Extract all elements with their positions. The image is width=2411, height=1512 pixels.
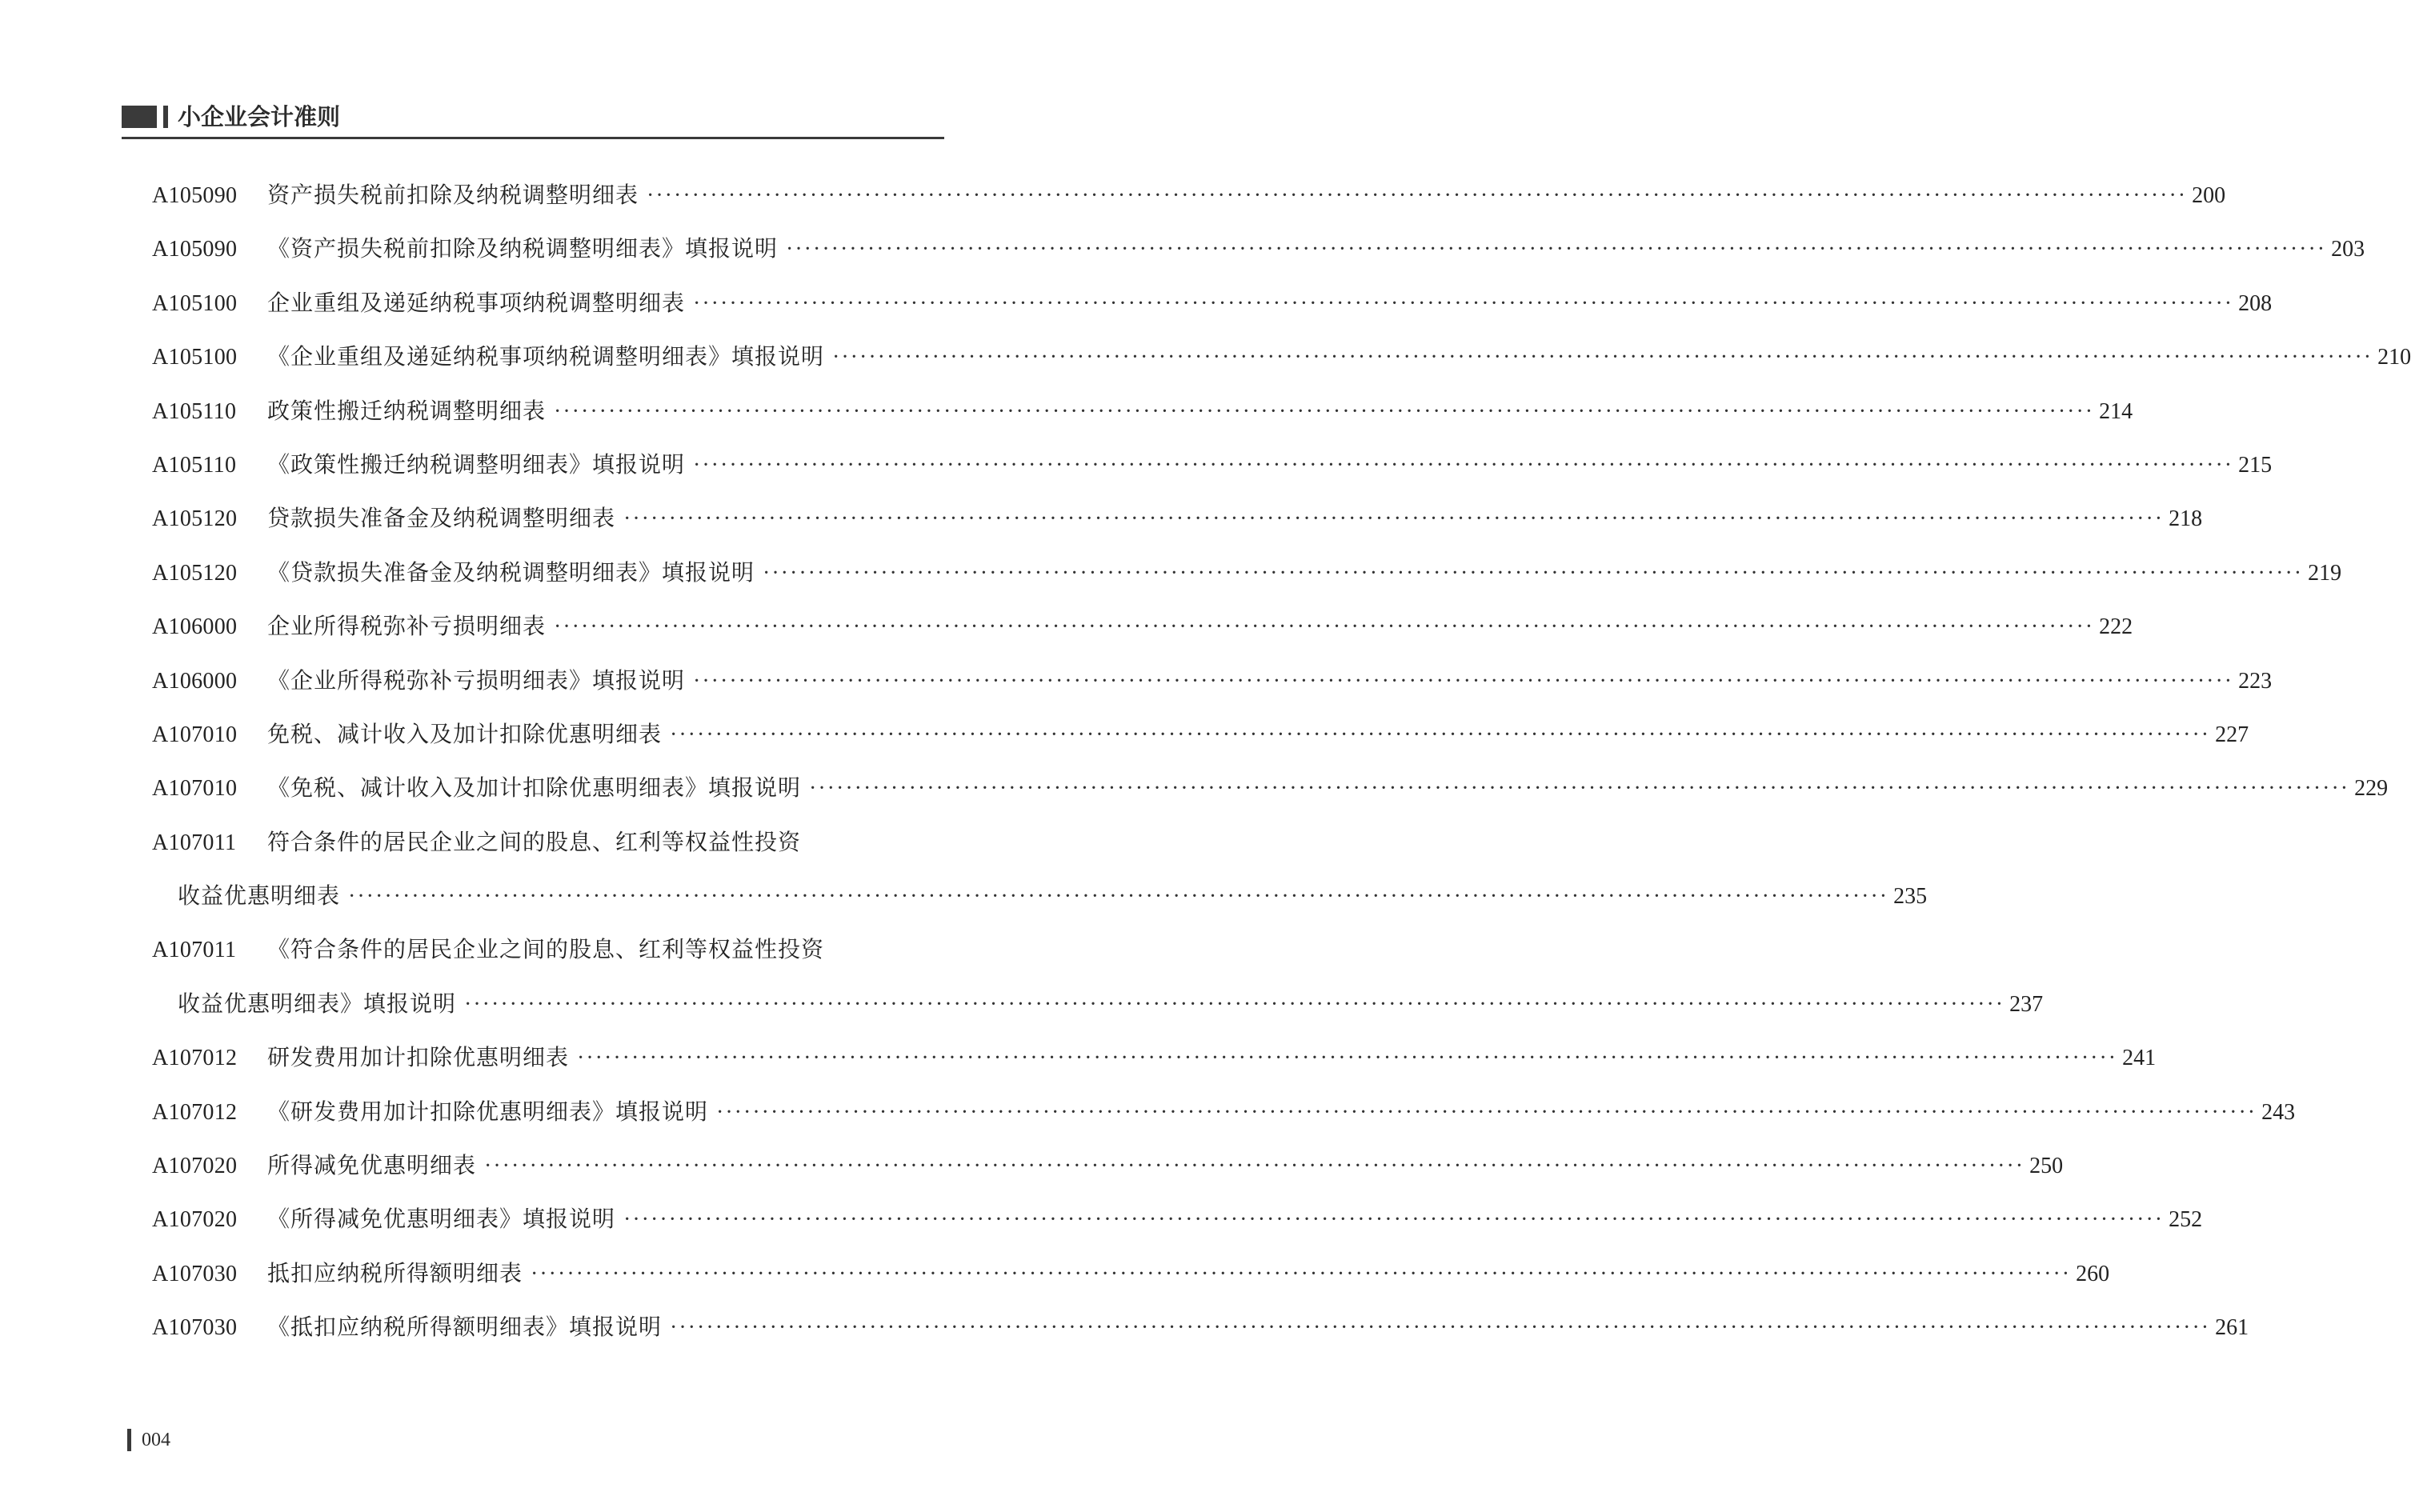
toc-leader-dots	[693, 654, 2233, 708]
toc-leader-dots	[623, 1193, 2164, 1246]
toc-entry-title: 贷款损失准备金及纳税调整明细表	[267, 505, 616, 532]
toc-entry-code: A107030	[152, 1315, 238, 1341]
toc-leader-dots	[577, 1031, 2117, 1085]
toc-entry-line	[152, 761, 2389, 814]
toc-entry-title: 《企业重组及递延纳税事项纳税调整明细表》填报说明	[267, 343, 825, 370]
toc-entry[interactable]	[152, 654, 2273, 707]
toc-entry-code: A107010	[152, 776, 238, 802]
toc-entry[interactable]	[152, 491, 2203, 545]
toc-entry[interactable]	[152, 599, 2133, 653]
toc-entry[interactable]	[152, 922, 2044, 1030]
toc-entry-title-continued: 收益优惠明细表	[178, 882, 341, 910]
toc-entry-code: A107011	[152, 938, 237, 963]
toc-entry-line	[152, 222, 2365, 275]
toc-leader-dots	[763, 546, 2303, 600]
toc-entry-line	[152, 384, 2133, 438]
toc-entry[interactable]	[152, 1192, 2203, 1246]
toc-entry-title: 政策性搬迁纳税调整明细表	[267, 397, 547, 424]
toc-entry-page: 218	[2169, 506, 2203, 532]
toc-leader-dots	[554, 600, 2094, 654]
toc-entry-code: A107012	[152, 1099, 238, 1125]
toc-leader-dots	[531, 1247, 2071, 1301]
footer-bar-mark	[127, 1429, 131, 1451]
header-rule	[122, 137, 944, 139]
toc-entry-title: 企业所得税弥补亏损明细表	[267, 613, 547, 640]
page-number: 004	[142, 1430, 170, 1450]
toc-entry-line	[152, 707, 2249, 761]
toc-entry[interactable]	[152, 384, 2133, 438]
toc-entry-title: 资产损失税前扣除及纳税调整明细表	[267, 182, 639, 208]
toc-leader-dots	[348, 870, 1888, 923]
header-bar-mark	[163, 106, 168, 128]
toc-entry[interactable]	[152, 1300, 2249, 1354]
toc-leader-dots	[832, 330, 2373, 384]
toc-leader-dots	[464, 978, 2004, 1031]
toc-entry-title: 免税、减计收入及加计扣除优惠明细表	[267, 720, 663, 747]
toc-entry-page: 210	[2377, 345, 2411, 370]
toc-entry-title: 《研发费用加计扣除优惠明细表》填报说明	[267, 1098, 709, 1125]
toc-entry-code: A107010	[152, 722, 238, 747]
toc-entry-page: 215	[2238, 452, 2273, 478]
toc-entry-title: 抵扣应纳税所得额明细表	[267, 1259, 523, 1286]
toc-entry-title: 《资产损失税前扣除及纳税调整明细表》填报说明	[267, 235, 779, 262]
toc-leader-dots	[693, 438, 2233, 492]
toc-entry-line	[152, 599, 2133, 653]
toc-entry-title: 符合条件的居民企业之间的股息、红利等权益性投资	[267, 828, 802, 855]
toc-entry[interactable]	[152, 330, 2411, 383]
toc-entry-title: 《抵扣应纳税所得额明细表》填报说明	[267, 1314, 663, 1341]
toc-entry-page: 208	[2238, 290, 2273, 316]
toc-entry-code: A105110	[152, 398, 237, 424]
toc-entry-page: 227	[2215, 722, 2249, 747]
toc-entry[interactable]	[152, 1085, 2296, 1138]
toc-entry-line	[152, 546, 2342, 599]
toc-entry-line	[152, 815, 909, 869]
toc-entry-title: 《免税、减计收入及加计扣除优惠明细表》填报说明	[267, 774, 802, 802]
toc-entry-page: 261	[2215, 1315, 2249, 1341]
toc-entry-line-continued	[152, 869, 1928, 922]
toc-entry-page: 219	[2308, 560, 2342, 586]
running-header-title: 小企业会计准则	[178, 103, 341, 130]
toc-entry-page: 235	[1893, 884, 1928, 910]
toc-entry-title: 《政策性搬迁纳税调整明细表》填报说明	[267, 450, 686, 478]
toc-entry-page: 222	[2099, 614, 2133, 640]
toc-entry-line	[152, 1300, 2249, 1354]
toc-entry-line	[152, 1192, 2203, 1246]
toc-entry-page: 237	[2009, 991, 2044, 1017]
toc-entry-title: 《贷款损失准备金及纳税调整明细表》填报说明	[267, 558, 755, 586]
toc-entry[interactable]	[152, 815, 1928, 923]
toc-entry-title: 企业重组及递延纳税事项纳税调整明细表	[267, 289, 686, 316]
toc-entry-code: A106000	[152, 614, 238, 640]
running-header	[122, 102, 944, 139]
toc-entry-code: A106000	[152, 668, 238, 694]
toc-entry[interactable]	[152, 1138, 2064, 1192]
toc-entry-code: A105100	[152, 345, 238, 370]
toc-entry-page: 214	[2099, 398, 2133, 424]
toc-leader-dots	[786, 222, 2326, 276]
toc-entry-code: A107011	[152, 830, 237, 855]
toc-entry[interactable]	[152, 168, 2226, 222]
toc-entry[interactable]	[152, 276, 2273, 330]
toc-entry-code: A105100	[152, 290, 238, 316]
toc-entry-page: 203	[2331, 237, 2365, 262]
toc-entry[interactable]	[152, 546, 2342, 599]
toc-entry-page: 260	[2076, 1261, 2110, 1286]
toc-entry-code: A107020	[152, 1154, 238, 1179]
toc-entry[interactable]	[152, 438, 2273, 491]
toc-leader-dots	[809, 762, 2349, 815]
toc-entry[interactable]	[152, 222, 2365, 275]
toc-leader-dots	[670, 1301, 2210, 1354]
toc-entry[interactable]	[152, 761, 2389, 814]
toc-leader-dots	[670, 708, 2210, 762]
toc-entry-title: 《符合条件的居民企业之间的股息、红利等权益性投资	[267, 936, 825, 963]
toc-entry-page: 252	[2169, 1207, 2203, 1233]
toc-entry-line	[152, 922, 909, 976]
toc-entry-line	[152, 1138, 2064, 1192]
toc-leader-dots	[716, 1086, 2257, 1139]
toc-entry-page: 241	[2122, 1046, 2157, 1071]
toc-entry-line	[152, 1246, 2110, 1300]
toc-entry-line	[152, 276, 2273, 330]
toc-entry-line-continued	[152, 977, 2044, 1030]
toc-entry-title: 所得减免优惠明细表	[267, 1152, 477, 1179]
toc-entry-page: 250	[2029, 1154, 2064, 1179]
toc-entry-code: A107030	[152, 1261, 238, 1286]
toc-entry-page: 223	[2238, 668, 2273, 694]
toc-entry-code: A105090	[152, 237, 238, 262]
toc-entry-code: A105110	[152, 452, 237, 478]
toc-entry-title: 研发费用加计扣除优惠明细表	[267, 1044, 570, 1071]
toc-leader-dots	[647, 169, 2187, 222]
toc-entry-code: A105120	[152, 560, 238, 586]
toc-entry[interactable]	[152, 1246, 2110, 1300]
toc-entry-code: A107012	[152, 1046, 238, 1071]
toc-leader-dots	[693, 277, 2233, 330]
toc-entry-page: 229	[2354, 776, 2389, 802]
toc-entry-line	[152, 491, 2203, 545]
table-of-contents	[152, 168, 2411, 1354]
toc-entry-line	[152, 654, 2273, 707]
toc-entry-line	[152, 168, 2226, 222]
toc-leader-dots	[623, 492, 2164, 546]
toc-entry-line	[152, 438, 2273, 491]
toc-entry-page: 200	[2192, 183, 2226, 208]
header-block-mark	[122, 106, 157, 128]
toc-entry-page: 243	[2261, 1099, 2296, 1125]
toc-entry-code: A105120	[152, 506, 238, 532]
toc-entry-title: 《所得减免优惠明细表》填报说明	[267, 1206, 616, 1233]
toc-entry-line	[152, 1030, 2157, 1084]
toc-leader-dots	[484, 1139, 2025, 1193]
toc-leader-dots	[554, 385, 2094, 438]
toc-entry-code: A105090	[152, 183, 238, 208]
toc-entry-code: A107020	[152, 1207, 238, 1233]
toc-entry-title-continued: 收益优惠明细表》填报说明	[178, 990, 457, 1017]
toc-entry-line	[152, 1085, 2296, 1138]
toc-entry[interactable]	[152, 1030, 2157, 1084]
toc-entry-title: 《企业所得税弥补亏损明细表》填报说明	[267, 666, 686, 694]
toc-entry-line	[152, 330, 2411, 383]
toc-entry[interactable]	[152, 707, 2249, 761]
